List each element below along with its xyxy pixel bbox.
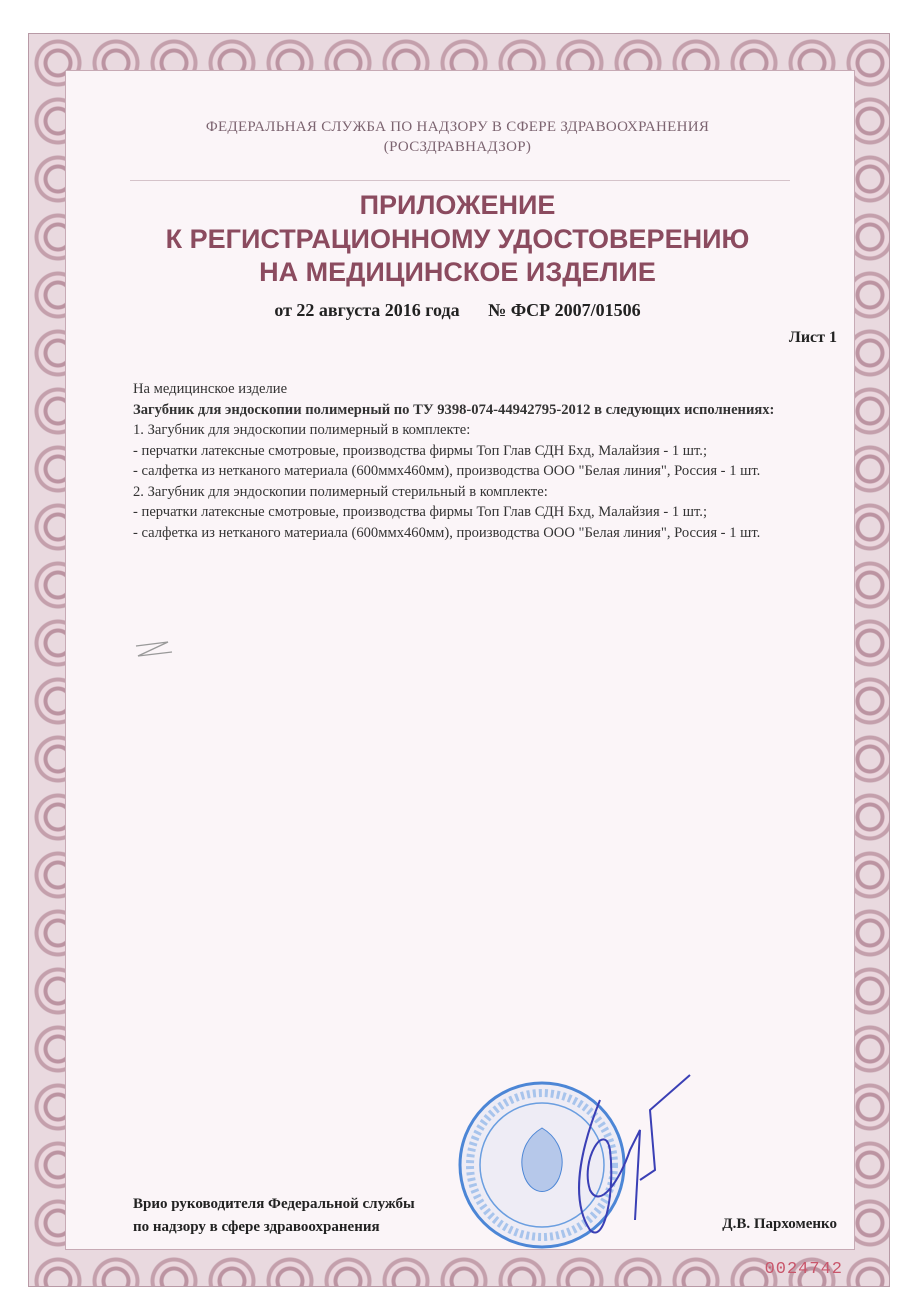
registration-number: № ФСР 2007/01506 xyxy=(488,300,641,320)
body-line: - перчатки латексные смотровые, производства фирмы Топ Глав СДН Бхд, Малайзия - 1 шт.; xyxy=(133,442,708,459)
handwritten-signature xyxy=(560,1070,700,1250)
sheet-number: Лист 1 xyxy=(788,329,837,346)
title-line-2: К РЕГИСТРАЦИОННОМУ УДОСТОВЕРЕНИЮ xyxy=(165,224,750,254)
agency-short-name: (РОСЗДРАВНАДЗОР) xyxy=(383,139,532,155)
agency-name: ФЕДЕРАЛЬНАЯ СЛУЖБА ПО НАДЗОРУ В СФЕРЕ ЗДРАВООХРАНЕНИЯ xyxy=(205,119,710,135)
body-line: - салфетка из нетканого материала (600ммх460мм), производства ООО "Белая линия", Россия - 1 шт. xyxy=(133,524,761,541)
title-line-3: НА МЕДИЦИНСКОЕ ИЗДЕЛИЕ xyxy=(259,257,656,287)
body-line: 2. Загубник для эндоскопии полимерный стерильный в комплекте: xyxy=(133,483,548,500)
position-line-2: по надзору в сфере здравоохранения xyxy=(133,1219,380,1235)
body-line: 1. Загубник для эндоскопии полимерный в комплекте: xyxy=(133,422,471,438)
divider xyxy=(130,180,790,181)
document-body xyxy=(133,379,843,543)
position-line-1: Врио руководителя Федеральной службы xyxy=(133,1196,415,1212)
body-line: - перчатки латексные смотровые, производства фирмы Топ Глав СДН Бхд, Малайзия - 1 шт.; xyxy=(133,504,708,520)
serial-number: 0024742 xyxy=(764,1260,843,1279)
signatory-position xyxy=(133,1193,415,1239)
body-intro: На медицинское изделие xyxy=(133,381,288,397)
date-number-line xyxy=(0,300,915,321)
z-mark xyxy=(130,638,180,662)
signatory-name: Д.В. Пархоменко xyxy=(722,1216,837,1232)
issue-date: от 22 августа 2016 года xyxy=(274,300,460,320)
product-name: Загубник для эндоскопии полимерный по ТУ 9398-074-44942795-2012 в следующих исполнениях: xyxy=(133,401,775,418)
title-line-1: ПРИЛОЖЕНИЕ xyxy=(359,190,556,220)
body-line: - салфетка из нетканого материала (600ммх460мм), производства ООО "Белая линия", Россия - 1 шт. xyxy=(133,463,761,479)
